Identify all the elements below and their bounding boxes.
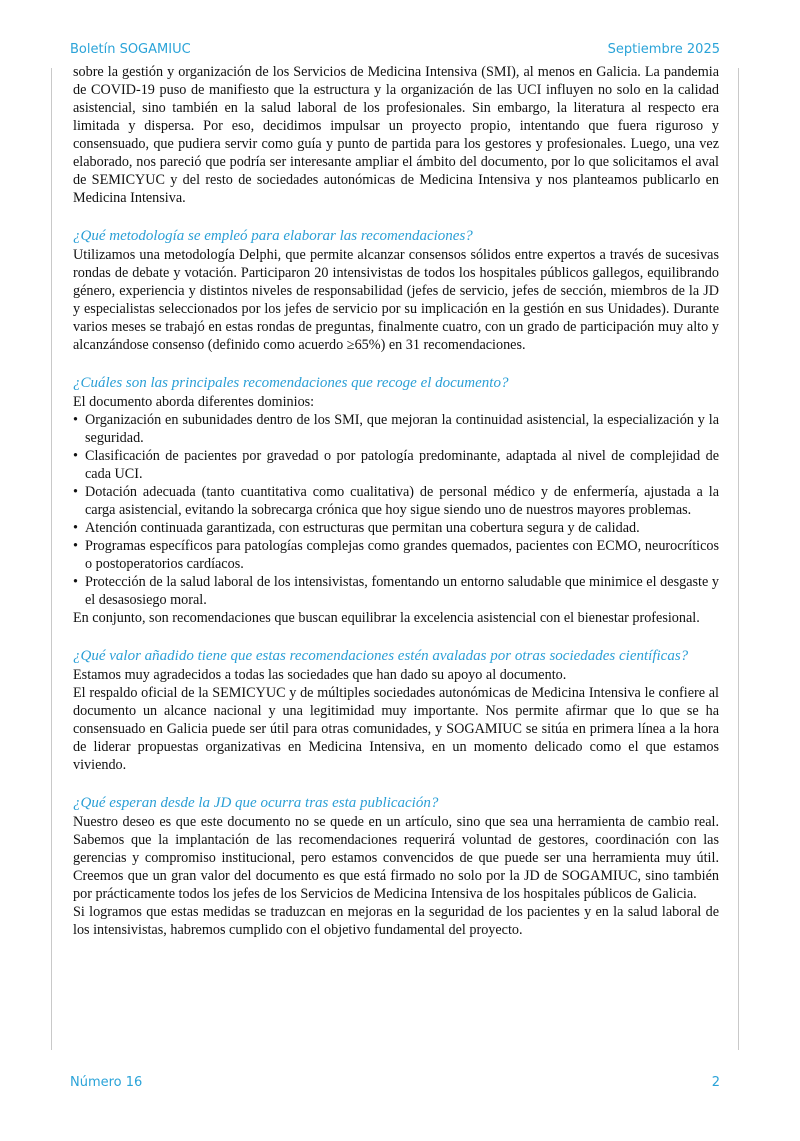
- bullet-icon: •: [73, 520, 78, 536]
- section-lead: El documento aborda diferentes dominios:: [73, 394, 315, 410]
- section-paragraph: El respaldo oficial de la SEMICYUC y de múltiples sociedades autonómicas de Medicina Intensiva le confiere al documento un alcance nacional y una legitimidad muy importante. Nos permite afirmar que lo que se ha consensuado en Galicia puede ser útil para otras comunidades, y SOGAMIUC se sitúa en primera línea a la hora de liderar propuestas organizativas en Medicina Intensiva, en un momento delicado como el que estamos viviendo.: [73, 685, 719, 773]
- list-item: • Dotación adecuada (tanto cuantitativa como cualitativa) de personal médico y de enfermería, ajustada a la carga asistencial, evitando la sobrecarga crónica que hoy sigue siendo uno de nuestros mayores problemas.: [73, 484, 719, 518]
- footer-issue-number: Número 16: [70, 1075, 143, 1090]
- bullet-icon: •: [73, 448, 78, 464]
- recommendations-list: [73, 411, 719, 609]
- bullet-icon: •: [73, 538, 78, 554]
- section-heading-expectations: ¿Qué esperan desde la JD que ocurra tras esta publicación?: [73, 795, 439, 811]
- section-paragraph: Utilizamos una metodología Delphi, que permite alcanzar consensos sólidos entre expertos a través de sucesivas rondas de debate y votación. Participaron 20 intensivistas de todos los hospitales públicos gallegos, equilibrando género, experiencia y distintos niveles de responsabilidad (jefes de servicio, jefes de sección, miembros de la JD y especialistas seleccionados por los jefes de servicio por su implicación en la gestión en sus Unidades). Durante varios meses se trabajó en estas rondas de preguntas, finalmente cuatro, con un grado de participación muy alto y alcanzándose consenso (definido como acuerdo ≥65%) en 31 recomendaciones.: [73, 247, 719, 353]
- article-body: [73, 63, 719, 939]
- left-margin-rule: [51, 68, 52, 1050]
- list-item: • Clasificación de pacientes por gravedad o por patología predominante, adaptada al nivel de complejidad de cada UCI.: [73, 448, 719, 482]
- footer-page-number: 2: [711, 1075, 720, 1090]
- section-paragraph: Nuestro deseo es que este documento no se quede en un artículo, sino que sea una herramienta de cambio real. Sabemos que la implantación de las recomendaciones requerirá voluntad de gestores, coordinación con las gerencias y compromiso institucional, pero estamos convencidos de que puede ser una herramienta muy útil. Creemos que un gran valor del documento es que está firmado no solo por la JD de SOGAMIUC, sino también por prácticamente todos los jefes de los Servicios de Medicina Intensiva de los hospitales públicos de Galicia.: [73, 814, 719, 902]
- section-closing: En conjunto, son recomendaciones que buscan equilibrar la excelencia asistencial con el bienestar profesional.: [73, 610, 700, 626]
- header-date: Septiembre 2025: [607, 42, 720, 57]
- list-item: • Programas específicos para patologías complejas como grandes quemados, pacientes con ECMO, neurocríticos o postoperatorios cardíacos.: [73, 538, 719, 572]
- section-heading-endorsement: ¿Qué valor añadido tiene que estas recomendaciones estén avaladas por otras sociedades científicas?: [73, 648, 689, 664]
- intro-paragraph: sobre la gestión y organización de los Servicios de Medicina Intensiva (SMI), al menos en Galicia. La pandemia de COVID-19 puso de manifiesto que la estructura y la organización de las UCI influyen no solo en la calidad asistencial, sino también en la salud laboral de los profesionales. Sin embargo, la literatura al respecto era limitada y dispersa. Por eso, decidimos impulsar un proyecto propio, intentando que fuera riguroso y consensuado, que pudiera servir como guía y punto de partida para los gestores y profesionales. Luego, una vez elaborado, nos pareció que podría ser interesante ampliar el ámbito del documento, por lo que solicitamos el aval de SEMICYUC y del resto de sociedades autonómicas de Medicina Intensiva y nos planteamos publicarlo en Medicina Intensiva.: [73, 64, 719, 206]
- list-item: • Protección de la salud laboral de los intensivistas, fomentando un entorno saludable que minimice el desgaste y el desasosiego moral.: [73, 574, 719, 608]
- header-publication: Boletín SOGAMIUC: [70, 42, 191, 57]
- bullet-icon: •: [73, 412, 78, 428]
- section-paragraph: Estamos muy agradecidos a todas las sociedades que han dado su apoyo al documento.: [73, 667, 567, 683]
- section-heading-methodology: ¿Qué metodología se empleó para elaborar las recomendaciones?: [73, 228, 473, 244]
- section-paragraph: Si logramos que estas medidas se traduzcan en mejoras en la seguridad de los pacientes y en la salud laboral de los intensivistas, habremos cumplido con el objetivo fundamental del proyecto.: [73, 904, 719, 938]
- section-heading-recommendations: ¿Cuáles son las principales recomendaciones que recoge el documento?: [73, 375, 509, 391]
- list-item: • Atención continuada garantizada, con estructuras que permitan una cobertura segura y de calidad.: [73, 520, 640, 536]
- bullet-icon: •: [73, 484, 78, 500]
- right-margin-rule: [738, 68, 739, 1050]
- bullet-icon: •: [73, 574, 78, 590]
- list-item: • Organización en subunidades dentro de los SMI, que mejoran la continuidad asistencial, la especialización y la seguridad.: [73, 412, 719, 446]
